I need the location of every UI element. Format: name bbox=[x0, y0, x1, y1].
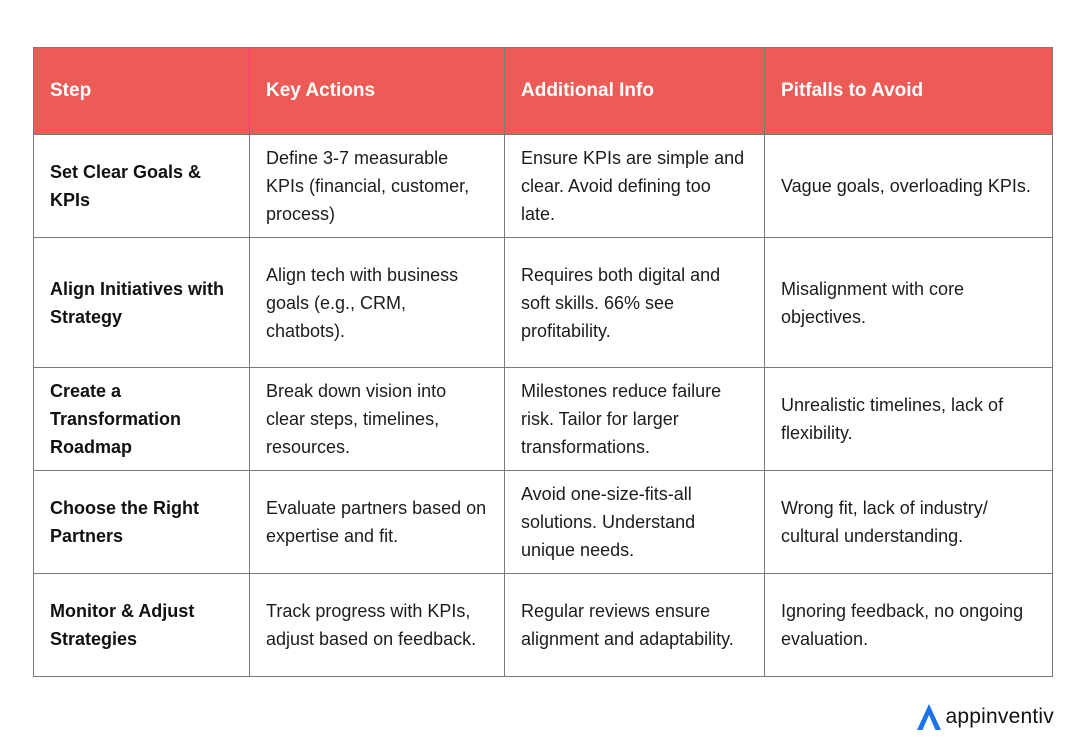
header-step: Step bbox=[34, 48, 250, 135]
key-actions-cell: Track progress with KPIs, adjust based on feedback. bbox=[250, 574, 505, 677]
pitfalls-cell: Wrong fit, lack of industry/ cultural understanding. bbox=[765, 471, 1053, 574]
additional-info-cell: Regular reviews ensure alignment and adaptability. bbox=[505, 574, 765, 677]
steps-table bbox=[33, 47, 1053, 677]
header-key-actions: Key Actions bbox=[250, 48, 505, 135]
table-header bbox=[34, 48, 1053, 135]
additional-info-cell: Ensure KPIs are simple and clear. Avoid defining too late. bbox=[505, 135, 765, 238]
pitfalls-cell: Ignoring feedback, no ongoing evaluation. bbox=[765, 574, 1053, 677]
step-cell: Choose the Right Partners bbox=[34, 471, 250, 574]
additional-info-cell: Avoid one-size-fits-all solutions. Understand unique needs. bbox=[505, 471, 765, 574]
key-actions-cell: Break down vision into clear steps, timelines, resources. bbox=[250, 368, 505, 471]
table-body bbox=[34, 135, 1053, 677]
pitfalls-cell: Vague goals, overloading KPIs. bbox=[765, 135, 1053, 238]
pitfalls-cell: Misalignment with core objectives. bbox=[765, 238, 1053, 368]
additional-info-cell: Milestones reduce failure risk. Tailor for larger transformations. bbox=[505, 368, 765, 471]
table-row bbox=[34, 574, 1053, 677]
table-row bbox=[34, 471, 1053, 574]
appinventiv-logo-icon bbox=[916, 703, 942, 731]
step-cell: Align Initiatives with Strategy bbox=[34, 238, 250, 368]
step-cell: Create a Transformation Roadmap bbox=[34, 368, 250, 471]
key-actions-cell: Define 3-7 measurable KPIs (financial, customer, process) bbox=[250, 135, 505, 238]
step-cell: Set Clear Goals & KPIs bbox=[34, 135, 250, 238]
pitfalls-cell: Unrealistic timelines, lack of flexibility. bbox=[765, 368, 1053, 471]
key-actions-cell: Evaluate partners based on expertise and fit. bbox=[250, 471, 505, 574]
table-row bbox=[34, 238, 1053, 368]
additional-info-cell: Requires both digital and soft skills. 66% see profitability. bbox=[505, 238, 765, 368]
key-actions-cell: Align tech with business goals (e.g., CRM, chatbots). bbox=[250, 238, 505, 368]
header-pitfalls: Pitfalls to Avoid bbox=[765, 48, 1053, 135]
brand-logo bbox=[916, 703, 1054, 731]
table-row bbox=[34, 135, 1053, 238]
brand-name: appinventiv bbox=[945, 705, 1054, 728]
step-cell: Monitor & Adjust Strategies bbox=[34, 574, 250, 677]
header-row bbox=[34, 48, 1053, 135]
table-row bbox=[34, 368, 1053, 471]
header-additional-info: Additional Info bbox=[505, 48, 765, 135]
